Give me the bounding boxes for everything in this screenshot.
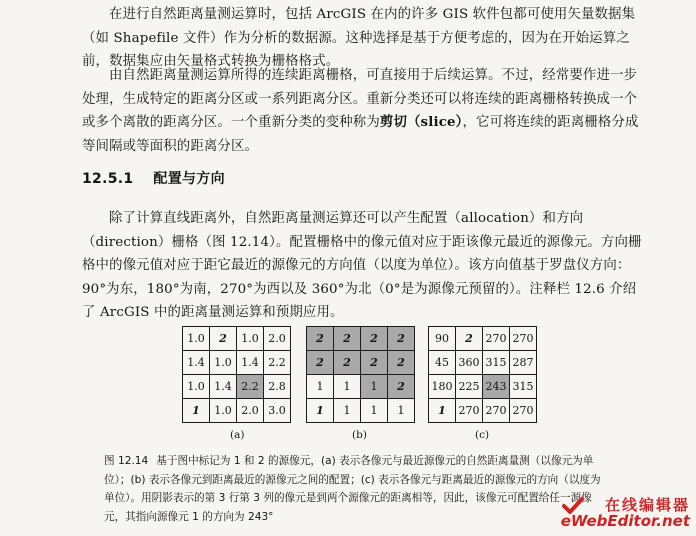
grid-cell: 270 xyxy=(483,327,510,351)
grid-cell-source: 1 xyxy=(183,399,210,423)
grid-cell: 2.8 xyxy=(264,375,291,399)
grid-cell-source: 2 xyxy=(210,327,237,351)
figure-caption-text: 基于图中标记为 1 和 2 的源像元，(a) 表示各像元与最近源像元的自然距离量测（以像元为单位）；(b) 表示各像元到距离最近的源像元之间的配置；(c) 表示各像元与距离最近的源像元的方向（以度为单位）。用阴影表示的第 3 行第 3 列的像元是到两个源像元的距离相等，因此，该像元可配置给任一源像元，其指向源像元 1 的方向为 243° xyxy=(104,455,601,523)
grid-c-direction xyxy=(428,326,537,423)
grid-cell: 270 xyxy=(456,399,483,423)
grid-cell: 1 xyxy=(388,399,415,423)
grid-cell: 270 xyxy=(510,327,537,351)
grid-cell: 270 xyxy=(483,399,510,423)
grid-cell-shaded: 1 xyxy=(361,375,388,399)
term-slice: 剪切（slice） xyxy=(379,114,463,130)
section-title: 配置与方向 xyxy=(153,171,225,187)
grid-cell-shaded: 2 xyxy=(388,327,415,351)
grid-cell: 45 xyxy=(429,351,456,375)
grid-cell: 1.0 xyxy=(183,375,210,399)
watermark xyxy=(562,494,690,530)
watermark-line-1: 在线编辑器 xyxy=(604,496,690,514)
grid-cell: 1.0 xyxy=(237,327,264,351)
grid-cell-shaded: 2.2 xyxy=(237,375,264,399)
grid-b-label: (b) xyxy=(352,429,367,441)
grid-cell: 1.0 xyxy=(210,399,237,423)
paragraph-2 xyxy=(82,64,642,158)
watermark-line-2: eWebEditor.net xyxy=(560,512,690,530)
grid-cell: 270 xyxy=(510,399,537,423)
grid-cell: 315 xyxy=(483,351,510,375)
grid-cell-shaded: 2 xyxy=(361,351,388,375)
grid-cell: 315 xyxy=(510,375,537,399)
grid-cell-shaded: 2 xyxy=(361,327,388,351)
paragraph-2-tail: ，它可将连续的距离栅格分成等间隔或等面积的距离分区。 xyxy=(82,115,639,154)
paragraph-1: 在进行自然距离量测运算时，包括 ArcGIS 在内的许多 GIS 软件包都可使用矢量数据集（如 Shapefile 文件）作为分析的数据源。这种选择是基于方便考虑的，因为在开始运算之前，数据集应由矢量格式转换为栅格格式。 xyxy=(82,7,636,69)
grid-cell: 360 xyxy=(456,351,483,375)
grid-cell: 1 xyxy=(361,399,388,423)
grid-cell-shaded: 2 xyxy=(307,351,334,375)
grid-cell: 180 xyxy=(429,375,456,399)
grid-cell-shaded: 2 xyxy=(388,375,415,399)
grid-cell: 1.4 xyxy=(210,375,237,399)
grid-cell: 1.4 xyxy=(183,351,210,375)
grid-cell: 1.0 xyxy=(210,351,237,375)
grid-cell: 287 xyxy=(510,351,537,375)
grid-cell: 90 xyxy=(429,327,456,351)
grid-cell: 3.0 xyxy=(264,399,291,423)
grid-cell-source: 1 xyxy=(307,399,334,423)
figure-number: 图 12.14 xyxy=(104,455,149,467)
paragraph-2-text: 由自然距离量测运算所得的连续距离栅格，可直接用于后续运算。不过，经常要作进一步处理，生成特定的距离分区或一系列距离分区。重新分类还可以将连续的距离栅格转换成一个或多个离散的距离分区。一个重新分类的变种称为 xyxy=(82,68,638,130)
grid-cell: 1 xyxy=(334,375,361,399)
grid-c-label: (c) xyxy=(475,429,490,441)
section-heading xyxy=(82,168,225,188)
grid-cell-shaded: 2 xyxy=(307,327,334,351)
grid-cell: 2.0 xyxy=(237,399,264,423)
grid-cell-shaded: 2 xyxy=(388,351,415,375)
grid-a-distance xyxy=(182,326,291,423)
grid-cell: 2.0 xyxy=(264,327,291,351)
grid-cell: 225 xyxy=(456,375,483,399)
grid-cell: 1.4 xyxy=(237,351,264,375)
grid-cell-source: 1 xyxy=(429,399,456,423)
grid-cell: 1 xyxy=(307,375,334,399)
grid-cell-shaded: 243 xyxy=(483,375,510,399)
grid-cell: 2.2 xyxy=(264,351,291,375)
grid-b-allocation xyxy=(306,326,415,423)
grid-cell: 1.0 xyxy=(183,327,210,351)
grid-cell: 1 xyxy=(334,399,361,423)
section-number: 12.5.1 xyxy=(82,171,134,187)
grid-cell-shaded: 2 xyxy=(334,351,361,375)
grid-a-label: (a) xyxy=(230,429,245,441)
grid-cell-shaded: 2 xyxy=(334,327,361,351)
figure-caption xyxy=(104,452,604,526)
grid-cell-source: 2 xyxy=(456,327,483,351)
paragraph-3: 除了计算直线距离外，自然距离量测运算还可以产生配置（allocation）和方向（direction）栅格（图 12.14）。配置栅格中的像元值对应于距该像元最近的源像元。方向栅格中的像元值对应于距它最近的源像元的方向值（以度为单位）。该方向值基于罗盘仪方向：90°为东，180°为南，270°为西以及 360°为北（0°是为源像元预留的）。注释栏 12.6 介绍了 ArcGIS 中的距离量测运算和预期应用。 xyxy=(82,211,642,320)
